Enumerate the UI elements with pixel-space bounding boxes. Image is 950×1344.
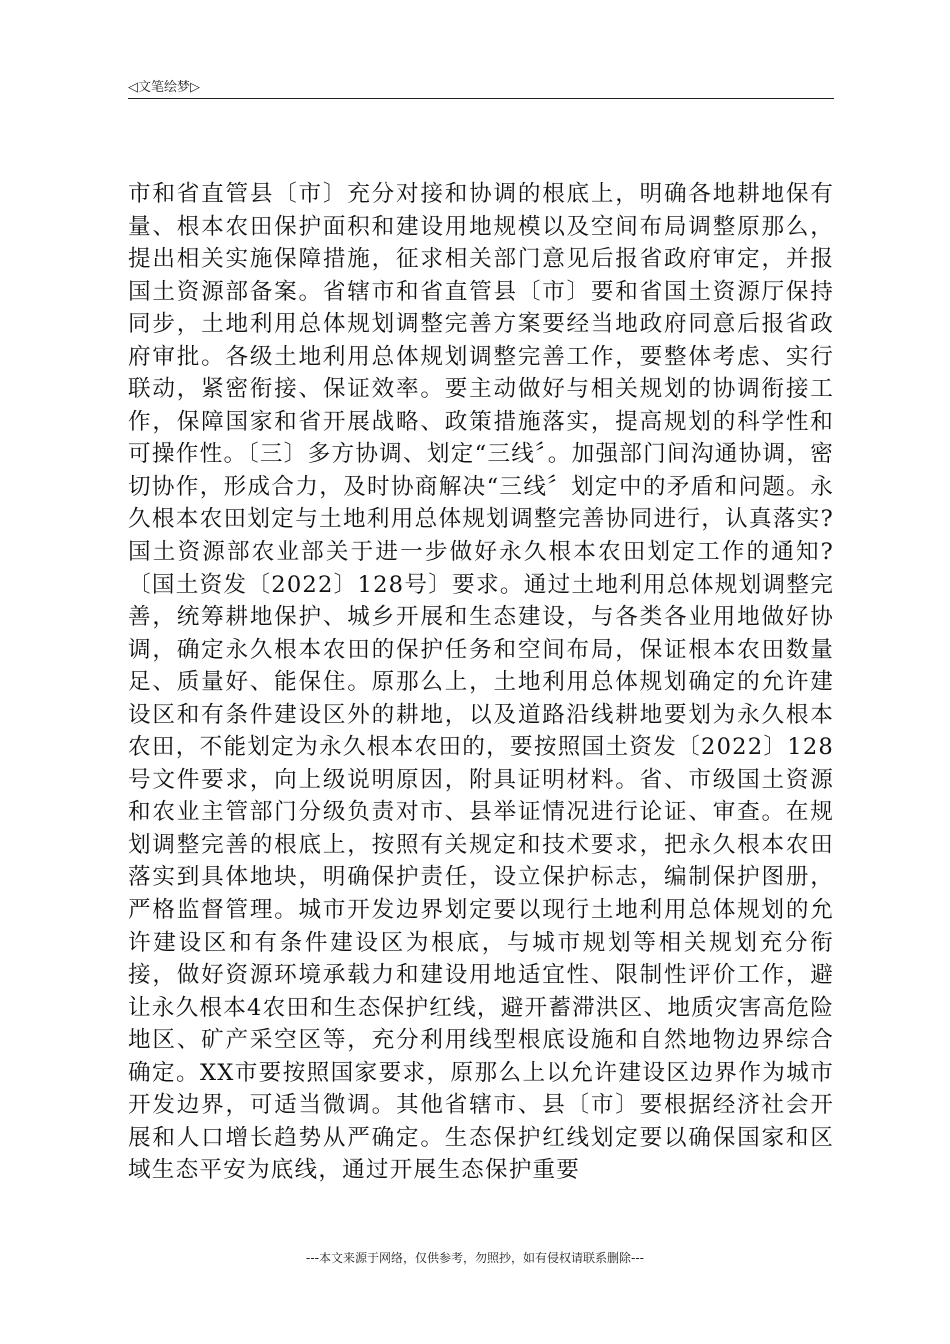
body-paragraph: 市和省直管县〔市〕充分对接和协调的根底上，明确各地耕地保有量、根本农田保护面积和建设用地规模以及空间布局调整原那么，提出相关实施保障措施，征求相关部门意见后报省政府审定，并报国土资源部备案。省辖市和省直管县〔市〕要和省国土资源厅保持同步，土地利用总体规划调整完善方案要经当地政府同意后报省政府审批。各级土地利用总体规划调整完善工作，要整体考虑、实行联动，紧密衔接、保证效率。要主动做好与相关规划的协调衔接工作，保障国家和省开展战略、政策措施落实，提高规划的科学性和可操作性。〔三〕多方协调、划定“三线〞。加强部门间沟通协调，密切协作，形成合力，及时协商解决“三线〞划定中的矛盾和问题。永久根本农田划定与土地利用总体规划调整完善协同进行，认真落实?国土资源部农业部关于进一步做好永久根本农田划定工作的通知?〔国土资发〔2022〕128号〕要求。通过土地利用总体规划调整完善，统筹耕地保护、城乡开展和生态建设，与各类各业用地做好协调，确定永久根本农田的保护任务和空间布局，保证根本农田数量足、质量好、能保住。原那么上，土地利用总体规划确定的允许建设区和有条件建设区外的耕地，以及道路沿线耕地要划为永久根本农田，不能划定为永久根本农田的，要按照国土资发〔2022〕128号文件要求，向上级说明原因，附具证明材料。省、市级国土资源和农业主管部门分级负责对市、县举证情况进行论证、审查。在规划调整完善的根底上，按照有关规定和技术要求，把永久根本农田落实到具体地块，明确保护责任，设立保护标志，编制保护图册，严格监督管理。城市开发边界划定要以现行土地利用总体规划的允许建设区和有条件建设区为根底，与城市规划等相关规划充分衔接，做好资源环境承载力和建设用地适宜性、限制性评价工作，避让永久根本4农田和生态保护红线，避开蓄滞洪区、地质灾害高危险地区、矿产采空区等，充分利用线型根底设施和自然地物边界综合确定。XX市要按照国家要求，原那么上以允许建设区边界作为城市开发边界，可适当微调。其他省辖市、县〔市〕要根据经济社会开展和人口增长趋势从严确定。生态保护红线划定要以确保国家和区域生态平安为底线，通过开展生态保护重要 [128, 181, 834, 1184]
footer-disclaimer: ---本文来源于网络，仅供参考，勿照抄，如有侵权请联系删除--- [306, 1251, 644, 1265]
page-header [128, 74, 834, 99]
header-title: ◁文笔绘梦▷ [128, 80, 200, 95]
